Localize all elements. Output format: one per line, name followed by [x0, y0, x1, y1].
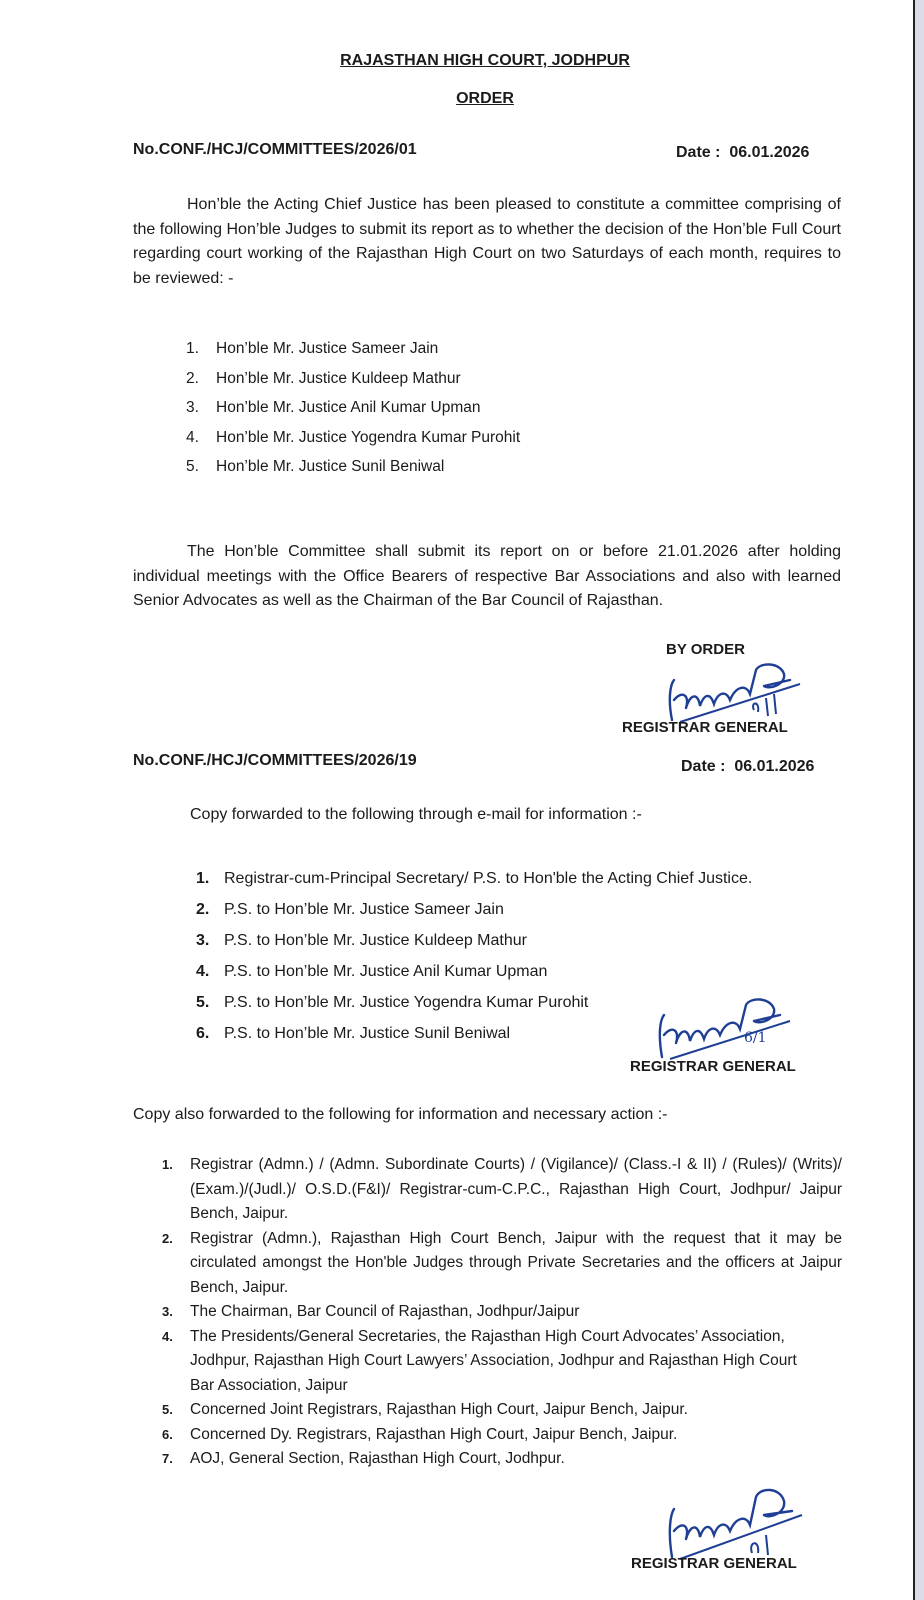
list-item: 3. P.S. to Hon’ble Mr. Justice Kuldeep Mathur	[196, 932, 527, 949]
registrar-general-signatory-3: REGISTRAR GENERAL	[631, 1555, 797, 1572]
closing-paragraph-text: The Hon’ble Committee shall submit its report on or before 21.01.2026 after holding individual meetings with the Office Bearers of respective Bar Associations and also with learned Senior Advocates as well as the Chairman of the Bar Council of Rajasthan.	[133, 543, 841, 609]
judge-name: Hon’ble Mr. Justice Anil Kumar Upman	[216, 399, 481, 416]
action-forward-intro: Copy also forwarded to the following for information and necessary action :-	[133, 1106, 668, 1123]
forwarding-date	[681, 758, 814, 776]
recipient-text: The Chairman, Bar Council of Rajasthan, Jodhpur/Jaipur	[190, 1303, 580, 1320]
recipient-text: P.S. to Hon’ble Mr. Justice Sunil Beniwal	[224, 1025, 511, 1042]
list-item: 1. Hon’ble Mr. Justice Sameer Jain	[186, 340, 439, 357]
recipient-text: Registrar (Admn.) / (Admn. Subordinate Courts) / (Vigilance)/ (Class.-I & II) / (Rules)/ (Writs)/ (Exam.)/(Judl.)/ O.S.D.(F&I)/ Registrar-cum-C.P.C., Rajasthan High Court, Jodhpur/ Jaipur Bench, Jaipur.	[190, 1156, 842, 1222]
list-item: 1. Registrar (Admn.) / (Admn. Subordinate Courts) / (Vigilance)/ (Class.-I & II) / (Rules)/ (Writs)/ (Exam.)/(Judl.)/ O.S.D.(F&I)/ Registrar-cum-C.P.C., Rajasthan High Court, Jodhpur/ Jaipur Bench, Jaipur.	[162, 1156, 842, 1222]
recipient-text: Registrar-cum-Principal Secretary/ P.S. to Hon'ble the Acting Chief Justice.	[224, 870, 753, 887]
list-item: 4. Hon’ble Mr. Justice Yogendra Kumar Purohit	[186, 428, 521, 446]
list-item: 3. The Chairman, Bar Council of Rajasthan, Jodhpur/Jaipur	[162, 1303, 580, 1320]
list-item: 2. P.S. to Hon’ble Mr. Justice Sameer Jain	[196, 901, 504, 918]
order-date	[676, 144, 809, 162]
recipient-text: The Presidents/General Secretaries, the Rajasthan High Court Advocates’ Association, Jodhpur, Rajasthan High Court Lawyers’ Association, Jodhpur and Rajasthan High Court Bar Association, Jaipur	[190, 1327, 797, 1394]
list-item: 7. AOJ, General Section, Rajasthan High Court, Jodhpur.	[162, 1450, 565, 1467]
email-forward-intro: Copy forwarded to the following through e-mail for information :-	[190, 806, 642, 823]
signature-date-note: 6/1	[744, 1030, 767, 1046]
recipient-text: Concerned Dy. Registrars, Rajasthan High Court, Jaipur Bench, Jaipur.	[190, 1425, 678, 1443]
order-ref-no: No.CONF./HCJ/COMMITTEES/2026/01	[133, 141, 417, 158]
court-title: RAJASTHAN HIGH COURT, JODHPUR	[340, 52, 630, 69]
recipient-text: P.S. to Hon’ble Mr. Justice Yogendra Kumar Purohit	[224, 994, 589, 1011]
registrar-general-signatory-1: REGISTRAR GENERAL	[622, 719, 788, 736]
action-recipients-list	[162, 1153, 842, 1472]
judge-name: Hon’ble Mr. Justice Sunil Beniwal	[216, 458, 445, 475]
signature-icon	[650, 985, 800, 1065]
order-title: ORDER	[456, 90, 514, 107]
forwarding-date-label: Date :	[681, 758, 726, 775]
by-order-label: BY ORDER	[666, 641, 745, 658]
forwarding-ref-no: No.CONF./HCJ/COMMITTEES/2026/19	[133, 752, 417, 769]
intro-paragraph-text: Hon’ble the Acting Chief Justice has been pleased to constitute a committee comprising of the following Hon’ble Judges to submit its report as to whether the decision of the Hon’ble Full Court regarding court working of the Rajasthan High Court on two Saturdays of each month, requires to be reviewed: -	[133, 196, 841, 287]
order-date-label: Date :	[676, 144, 721, 161]
recipient-text: Concerned Joint Registrars, Rajasthan High Court, Jaipur Bench, Jaipur.	[190, 1401, 688, 1418]
list-item: 3. Hon’ble Mr. Justice Anil Kumar Upman	[186, 399, 481, 416]
list-item: 5. Hon’ble Mr. Justice Sunil Beniwal	[186, 458, 445, 475]
committee-judges-list	[186, 338, 521, 486]
recipient-text: AOJ, General Section, Rajasthan High Court, Jodhpur.	[190, 1450, 565, 1467]
page-background	[915, 0, 924, 1600]
registrar-general-signatory-2: REGISTRAR GENERAL	[630, 1058, 796, 1075]
recipient-text: P.S. to Hon’ble Mr. Justice Kuldeep Mathur	[224, 932, 527, 949]
judge-name: Hon’ble Mr. Justice Yogendra Kumar Purohit	[216, 428, 521, 446]
closing-paragraph	[133, 540, 841, 614]
recipient-text: Registrar (Admn.), Rajasthan High Court Bench, Jaipur with the request that it may be circulated amongst the Hon'ble Judges through Private Secretaries and the officers at Jaipur Bench, Jaipur.	[190, 1229, 842, 1296]
list-item: 6. P.S. to Hon’ble Mr. Justice Sunil Beniwal	[196, 1025, 511, 1042]
judge-name: Hon’ble Mr. Justice Sameer Jain	[216, 340, 439, 357]
list-item: 6. Concerned Dy. Registrars, Rajasthan High Court, Jaipur Bench, Jaipur.	[162, 1425, 678, 1443]
list-item: 1. Registrar-cum-Principal Secretary/ P.S. to Hon'ble the Acting Chief Justice.	[196, 870, 753, 887]
list-item: 5. P.S. to Hon’ble Mr. Justice Yogendra Kumar Purohit	[196, 994, 589, 1011]
list-item: 2. Registrar (Admn.), Rajasthan High Court Bench, Jaipur with the request that it may be circulated amongst the Hon'ble Judges through Private Secretaries and the officers at Jaipur Bench, Jaipur.	[162, 1229, 842, 1296]
forwarding-date-value: 06.01.2026	[734, 758, 815, 775]
judge-name: Hon’ble Mr. Justice Kuldeep Mathur	[216, 369, 461, 387]
list-item: 4. The Presidents/General Secretaries, the Rajasthan High Court Advocates’ Association, Jodhpur, Rajasthan High Court Lawyers’ Association, Jodhpur and Rajasthan High Court Bar Association, Jaipur	[162, 1327, 797, 1394]
order-date-value: 06.01.2026	[729, 144, 810, 161]
list-item: 5. Concerned Joint Registrars, Rajasthan High Court, Jaipur Bench, Jaipur.	[162, 1401, 688, 1418]
list-item: 4. P.S. to Hon’ble Mr. Justice Anil Kumar Upman	[196, 963, 548, 980]
list-item: 2. Hon’ble Mr. Justice Kuldeep Mathur	[186, 369, 461, 387]
signature-icon	[660, 1475, 810, 1565]
intro-paragraph	[133, 193, 841, 291]
recipient-text: P.S. to Hon’ble Mr. Justice Anil Kumar Upman	[224, 963, 548, 980]
recipient-text: P.S. to Hon’ble Mr. Justice Sameer Jain	[224, 901, 504, 918]
signature-icon	[660, 650, 810, 730]
